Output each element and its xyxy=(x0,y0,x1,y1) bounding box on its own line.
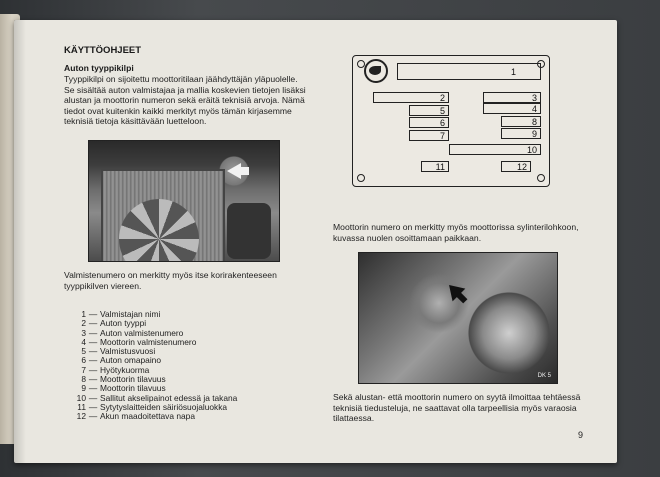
plate-field: 9 xyxy=(501,128,541,139)
legend-text: Auton omapaino xyxy=(100,355,161,366)
list-item: 8 — Moottorin tilavuus xyxy=(64,375,304,384)
list-item: 10 — Sallitut akselipainot edessä ja takana xyxy=(64,394,304,403)
list-item: 9 — Moottorin tilavuus xyxy=(64,384,304,393)
left-photo-caption: Valmistenumero on merkitty myös itse korirakenteeseen tyyppikilven viereen. xyxy=(64,270,277,291)
plate-field: 8 xyxy=(501,116,541,127)
legend-text: Akun maadoitettava napa xyxy=(100,411,195,422)
legend-number: 3 xyxy=(81,327,86,338)
plate-field: 7 xyxy=(409,130,449,141)
type-plate-diagram xyxy=(352,55,550,187)
photo-tag: DK 5 xyxy=(537,373,551,379)
list-item: 2 — Auton tyyppi xyxy=(64,319,304,328)
engine-block-photo xyxy=(358,252,558,384)
legend-text: Sytytyslaitteiden säiriösuojaluokka xyxy=(100,401,228,412)
legend-text: Moottorin valmistenumero xyxy=(100,336,197,347)
list-item: 6 — Auton omapaino xyxy=(64,356,304,365)
legend-number: 10 xyxy=(76,392,86,403)
legend-text: Sallitut akselipainot edessä ja takana xyxy=(100,392,238,403)
legend-number: 7 xyxy=(81,364,86,375)
legend-number: 9 xyxy=(81,383,86,394)
page-number: 9 xyxy=(578,430,584,440)
screw-icon xyxy=(357,174,365,182)
hose-image xyxy=(227,203,271,259)
plate-field: 6 xyxy=(409,117,449,128)
plate-field: 12 xyxy=(501,161,531,172)
legend-number: 1 xyxy=(81,309,86,319)
list-item: 1 — Valmistajan nimi xyxy=(64,310,304,319)
engine-bay-photo xyxy=(88,140,280,262)
intro-paragraph: Tyyppikilpi on sijoitettu moottoritilaan jäähdyttäjän yläpuolelle. Se sisältää auton valmistajaa ja mallia koskevien tietojen lisäksi alustan ja moottorin numeron sekä eräitä teknisiä arvoja. Nämä tiedot ovat kuitenkin kaikki merkityt myös tämän kirjasemme teknisiä tietoja käsittävään luetteloon. xyxy=(64,74,306,127)
legend-text: Valmistusvuosi xyxy=(100,346,156,357)
plate-field: 2 xyxy=(373,92,449,103)
plate-field: 10 xyxy=(449,144,541,155)
list-item: 5 — Valmistusvuosi xyxy=(64,347,304,356)
legend-number: 12 xyxy=(76,411,86,422)
legend-text: Auton tyyppi xyxy=(100,318,147,329)
legend-number: 4 xyxy=(81,336,86,347)
legend-text: Moottorin tilavuus xyxy=(100,374,166,385)
legend-number: 8 xyxy=(81,374,86,385)
legend-number: 5 xyxy=(81,346,86,357)
plate-field: 3 xyxy=(483,92,541,103)
legend-number: 2 xyxy=(81,318,86,329)
plate-field: 11 xyxy=(421,161,449,172)
arrow-up-right-icon xyxy=(443,279,466,302)
plate-field: 1 xyxy=(397,63,541,80)
screw-icon xyxy=(537,174,545,182)
legend-text: Auton valmistenumero xyxy=(100,327,184,338)
plate-field: 5 xyxy=(409,105,449,116)
arrow-left-icon xyxy=(227,163,241,179)
list-item: 7 — Hyötykuorma xyxy=(64,366,304,375)
subsection-heading: Auton tyyppikilpi xyxy=(64,63,134,73)
list-item: 4 — Moottorin valmistenumero xyxy=(64,338,304,347)
list-item: 3 — Auton valmistenumero xyxy=(64,329,304,338)
engine-number-paragraph: Moottorin numero on merkitty myös moottorissa sylinterilohkoon, kuvassa nuolen osoittamaan paikkaan. xyxy=(333,222,579,243)
legend-number: 6 xyxy=(81,355,86,366)
plate-field: 4 xyxy=(483,103,541,114)
closing-paragraph: Sekä alustan- että moottorin numero on syytä ilmoittaa tehtäessä teknisiä tiedusteluja, ne saattavat olla tarpeellisia myös varaosia tilattaessa. xyxy=(333,392,581,424)
legend-text: Hyötykuorma xyxy=(100,364,150,375)
section-heading: KÄYTTÖOHJEET xyxy=(64,45,142,56)
list-item: 12 — Akun maadoitettava napa xyxy=(64,412,304,421)
list-item: 11 — Sytytyslaitteiden säiriösuojaluokka xyxy=(64,403,304,412)
page-fold-shadow xyxy=(14,20,26,463)
legend-text: Moottorin tilavuus xyxy=(100,383,166,394)
brand-logo-icon xyxy=(364,59,388,83)
legend-number: 11 xyxy=(77,401,86,412)
plate-legend-list xyxy=(64,310,304,422)
legend-text: Valmistajan nimi xyxy=(100,309,161,319)
